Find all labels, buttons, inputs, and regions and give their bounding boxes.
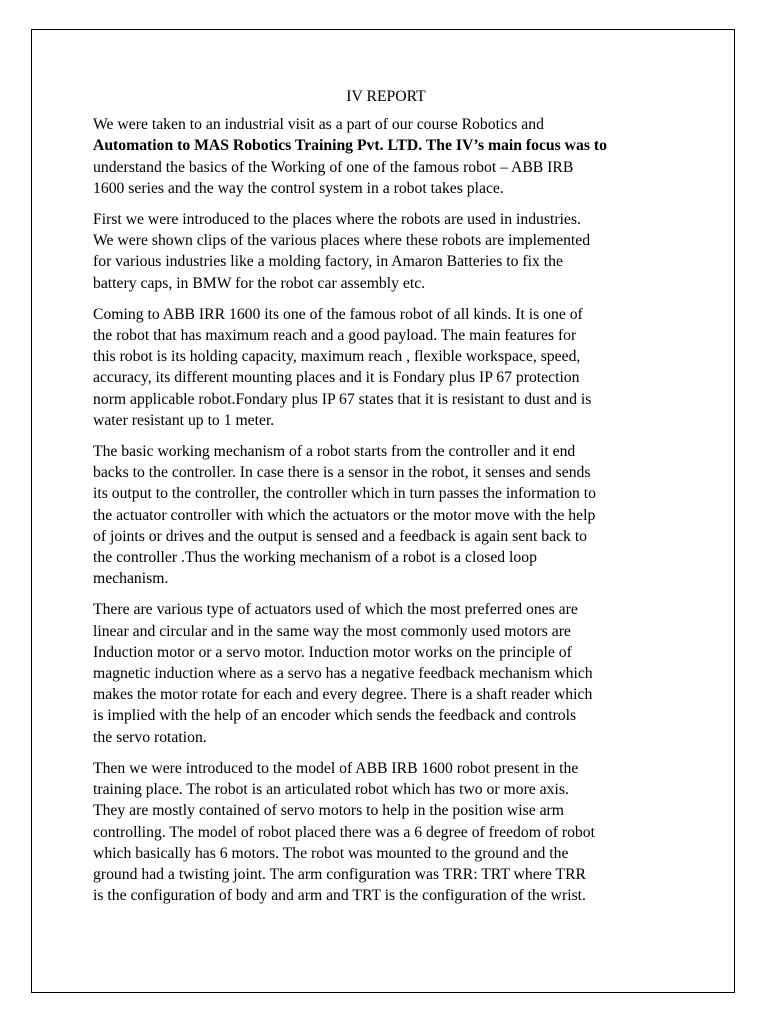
paragraph-6: [93, 758, 679, 906]
paragraph-line: norm applicable robot.Fondary plus IP 67 states that it is resistant to dust and is: [93, 390, 592, 408]
paragraph-line: the robot that has maximum reach and a good payload. The main features for: [93, 327, 577, 345]
paragraph-line: makes the motor rotate for each and every degree. There is a shaft reader which: [93, 686, 593, 704]
paragraph-5: [93, 599, 679, 747]
paragraph-line: They are mostly contained of servo motors to help in the position wise arm: [93, 802, 564, 820]
paragraph-line: which basically has 6 motors. The robot was mounted to the ground and the: [93, 844, 569, 862]
paragraph-line: its output to the controller, the controller which in turn passes the information to: [93, 485, 597, 503]
paragraph-line: accuracy, its different mounting places and it is Fondary plus IP 67 protection: [93, 369, 580, 387]
paragraph-line: water resistant up to 1 meter.: [93, 411, 275, 429]
paragraph-line: mechanism.: [93, 570, 169, 588]
paragraph-line: is the configuration of body and arm and TRT is the configuration of the wrist.: [93, 887, 586, 905]
paragraph-line: of joints or drives and the output is sensed and a feedback is again sent back to: [93, 527, 588, 545]
paragraph-line: Automation to MAS Robotics Training Pvt. LTD. The IV’s main focus was to: [93, 137, 607, 155]
paragraph-line: The basic working mechanism of a robot starts from the controller and it end: [93, 443, 576, 461]
paragraph-line: backs to the controller. In case there is a sensor in the robot, it senses and sends: [93, 464, 591, 482]
paragraph-4: [93, 441, 679, 589]
paragraph-line: 1600 series and the way the control system in a robot takes place.: [93, 179, 504, 197]
paragraph-line: training place. The robot is an articulated robot which has two or more axis.: [93, 781, 569, 799]
paragraph-line: Then we were introduced to the model of ABB IRB 1600 robot present in the: [93, 759, 579, 777]
paragraph-line: Induction motor or a servo motor. Induction motor works on the principle of: [93, 643, 572, 661]
paragraph-3: [93, 304, 679, 431]
paragraph-line: is implied with the help of an encoder which sends the feedback and controls: [93, 707, 577, 725]
paragraph-line: this robot is its holding capacity, maximum reach , flexible workspace, speed,: [93, 348, 581, 366]
paragraph-2: [93, 209, 679, 294]
paragraph-line: for various industries like a molding factory, in Amaron Batteries to fix the: [93, 253, 563, 271]
document-body: [93, 86, 679, 916]
paragraph-line: linear and circular and in the same way the most commonly used motors are: [93, 622, 571, 640]
paragraph-line: the actuator controller with which the actuators or the motor move with the help: [93, 506, 596, 524]
paragraph-line: ground had a twisting joint. The arm configuration was TRR: TRT where TRR: [93, 865, 587, 883]
paragraph-line: understand the basics of the Working of one of the famous robot – ABB IRB: [93, 158, 574, 176]
paragraph-line: We were shown clips of the various places where these robots are implemented: [93, 232, 591, 250]
paragraph-1: [93, 114, 679, 199]
paragraph-line: We were taken to an industrial visit as a part of our course Robotics and: [93, 116, 544, 134]
paragraph-line: magnetic induction where as a servo has a negative feedback mechanism which: [93, 665, 593, 683]
paragraph-line: There are various type of actuators used of which the most preferred ones are: [93, 601, 578, 619]
paragraph-line: the servo rotation.: [93, 728, 207, 746]
paragraph-line: First we were introduced to the places where the robots are used in industries.: [93, 211, 581, 229]
paragraph-line: battery caps, in BMW for the robot car assembly etc.: [93, 274, 426, 292]
paragraph-line: Coming to ABB IRR 1600 its one of the famous robot of all kinds. It is one of: [93, 305, 583, 323]
document-title: IV REPORT: [346, 88, 426, 105]
paragraph-line: controlling. The model of robot placed there was a 6 degree of freedom of robot: [93, 823, 595, 841]
paragraph-line: the controller .Thus the working mechanism of a robot is a closed loop: [93, 549, 537, 567]
